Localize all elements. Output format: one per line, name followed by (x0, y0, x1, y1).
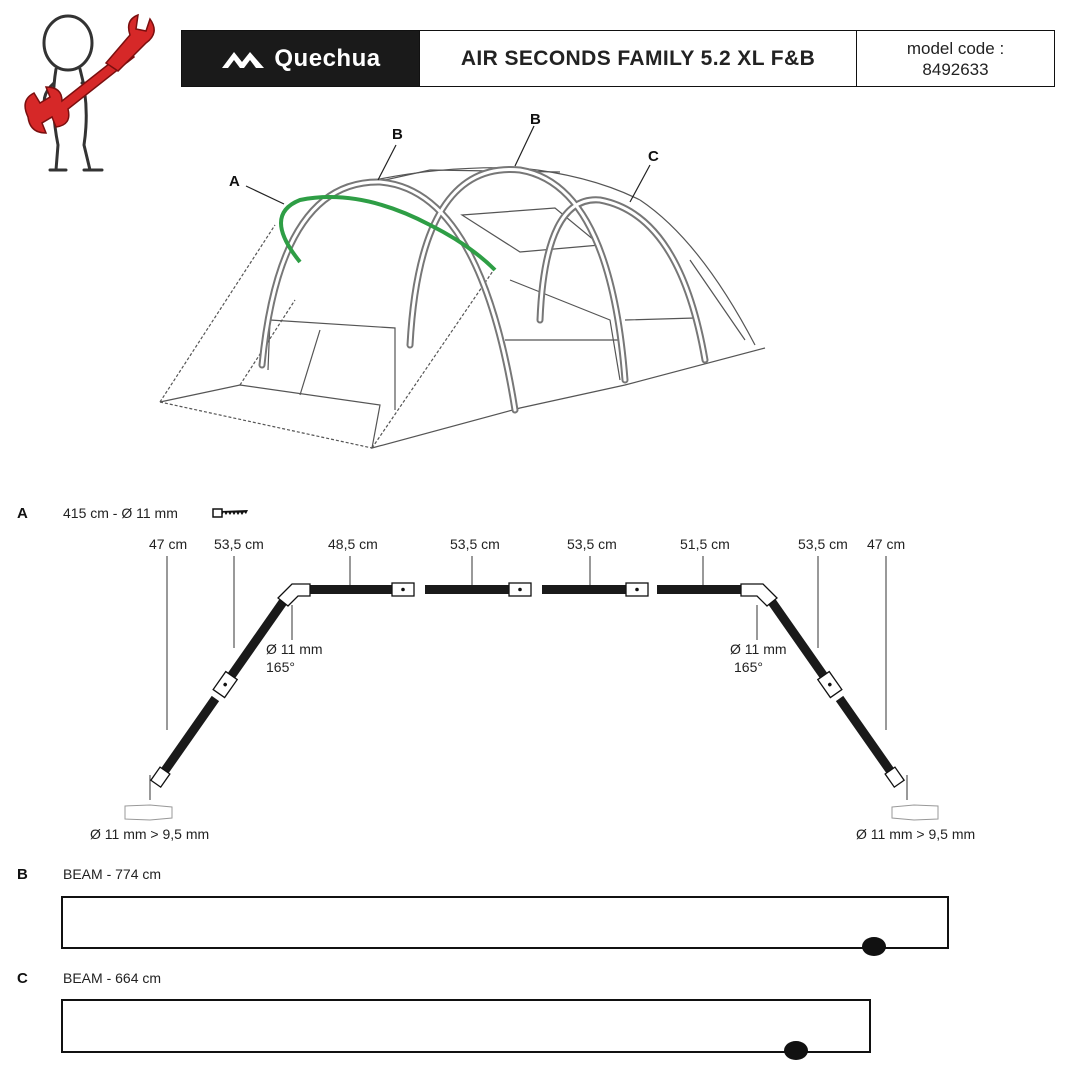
segment-label-8: 47 cm (867, 536, 906, 552)
segment-label-3: 48,5 cm (328, 536, 378, 552)
section-b-letter: B (17, 866, 28, 883)
beam-b-valve (862, 937, 886, 956)
segment-label-2: 53,5 cm (214, 536, 264, 552)
adapter-right-label: Ø 11 mm > 9,5 mm (856, 826, 976, 842)
segment-label-4: 53,5 cm (450, 536, 500, 552)
callout-a: A (229, 173, 240, 190)
beam-b (61, 896, 949, 949)
beam-c-valve (784, 1041, 808, 1060)
model-label: model code : (906, 38, 1005, 58)
segment-label-1: 47 cm (149, 536, 188, 552)
product-title: AIR SECONDS FAMILY 5.2 XL F&B (419, 31, 857, 86)
segment-label-6: 51,5 cm (680, 536, 730, 552)
elbow-left-angle: 165° (266, 659, 295, 675)
section-b-spec: BEAM - 774 cm (63, 866, 162, 882)
segment-label-7: 53,5 cm (798, 536, 848, 552)
beam-c (61, 999, 871, 1053)
section-c-letter: C (17, 970, 28, 987)
callout-b-middle: B (530, 111, 541, 128)
callout-c: C (648, 148, 659, 165)
segment-label-5: 53,5 cm (567, 536, 617, 552)
adapter-left-icon (125, 805, 172, 820)
elbow-right-diameter: Ø 11 mm (730, 641, 787, 657)
adapter-left-label: Ø 11 mm > 9,5 mm (90, 826, 210, 842)
section-a-spec: 415 cm - Ø 11 mm (63, 505, 178, 521)
section-a-letter: A (17, 505, 28, 522)
adapter-right-icon (892, 805, 938, 820)
elbow-left-diameter: Ø 11 mm (266, 641, 323, 657)
section-c-spec: BEAM - 664 cm (63, 970, 162, 986)
elbow-right-angle: 165° (734, 659, 763, 675)
callout-b-front: B (392, 126, 403, 143)
model-code: 8492633 (922, 59, 989, 79)
brand-name: Quechua (274, 44, 381, 72)
